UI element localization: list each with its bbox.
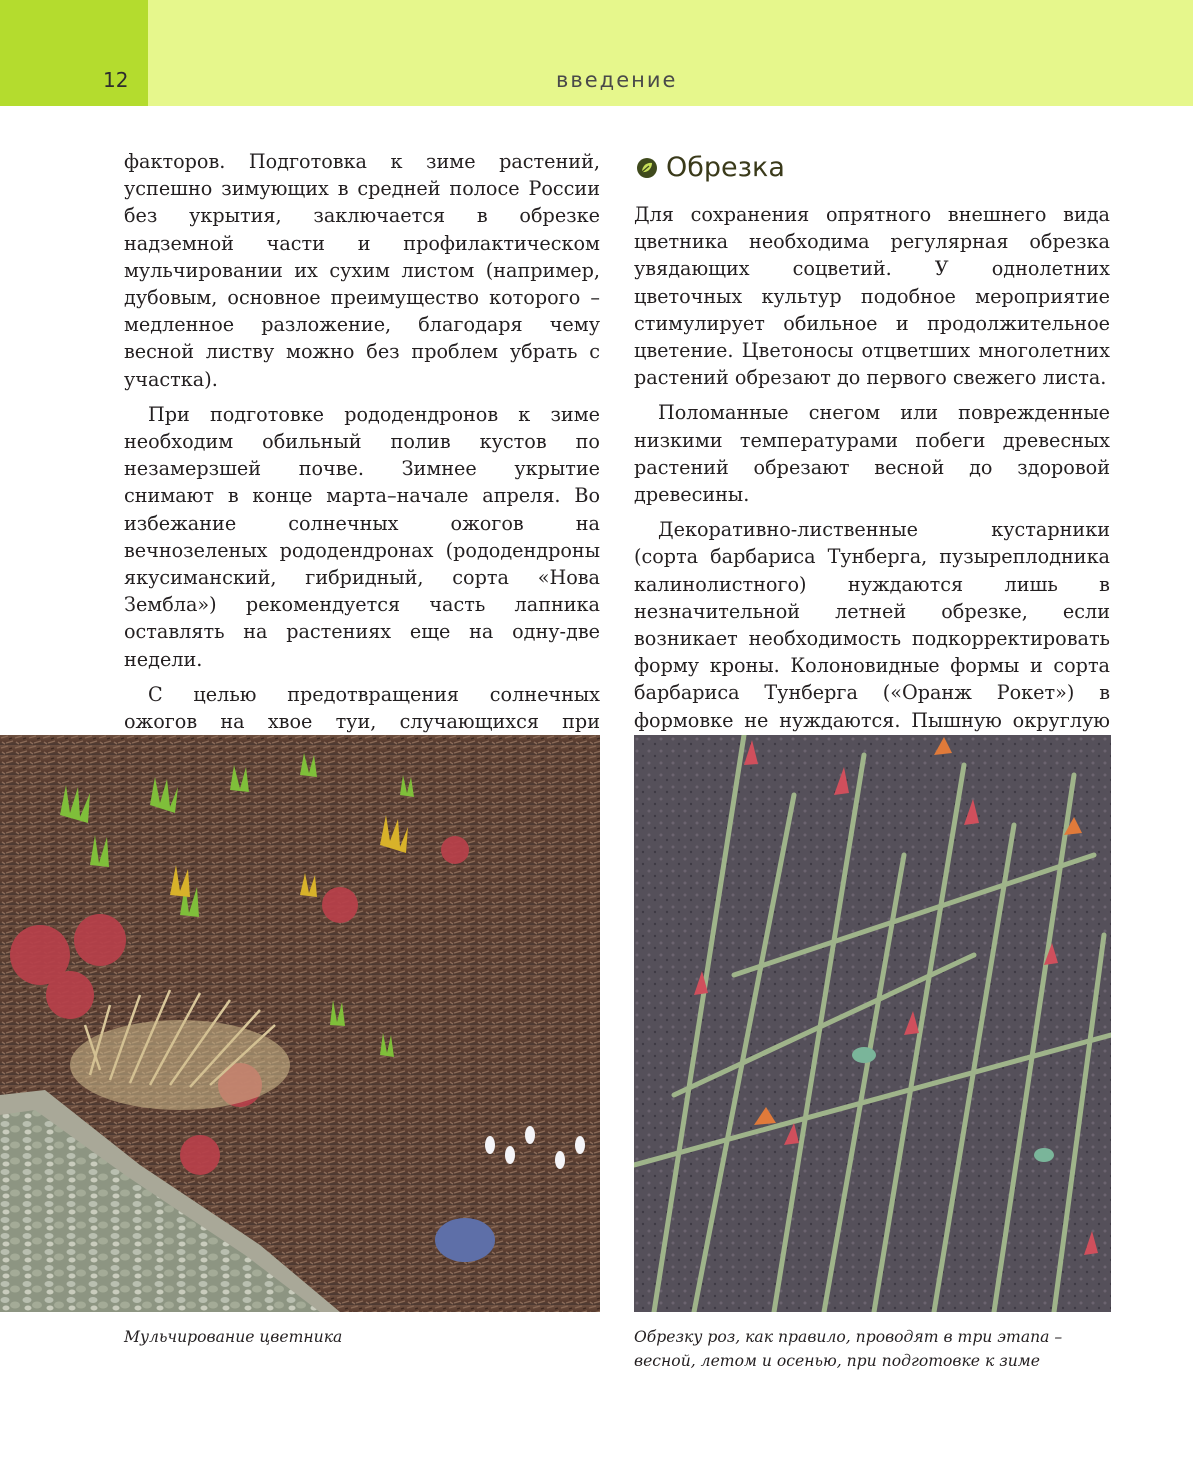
- paragraph: Поломанные снегом или поврежденные низкими температурами побеги древесных растений обрезают весной до здоровой древесины.: [634, 401, 1110, 507]
- figure-caption-right: Обрезку роз, как правило, проводят в три этапа – весной, летом и осенью, при подготовке к зиме: [634, 1328, 1063, 1370]
- page-header: [0, 0, 1193, 106]
- paragraph: факторов. Подготовка к зиме растений, успешно зимующих в средней полосе России без укрытия, заключается в обрезке надземной части и профилактическом мульчировании их сухим листом (например, дубовым, основное преимущество которого – медленное разложение, благодаря чему весной листву можно без проблем убрать с участка).: [124, 150, 600, 391]
- page-number: 12: [103, 68, 129, 92]
- paragraph: Декоративно-лиственные кустарники (сорта барбариса Тунберга, пузыреплодника калинолистного) нуждаются лишь в незначительной летней обрезке, если возникает необходимость подкорректировать форму кроны. Колоновидные формы и сорта барбариса Тунберга («Оранж Рокет») в формовке не нуждаются. Пышную округлую: [634, 518, 1110, 732]
- paragraph: С целью предотвращения солнечных ожогов на хвое туи, случающихся при: [124, 682, 600, 734]
- rose-stems-photo: [634, 735, 1111, 1312]
- paragraph: Для сохранения опрятного внешнего вида цветника необходима регулярная обрезка увядающих соцветий. У однолетних цветочных культур подобное мероприятие стимулирует обильное и продолжительное цветение. Цветоносы отцветших многолетних растений обрезают до первого свежего листа.: [634, 203, 1110, 390]
- section-heading: [636, 152, 785, 183]
- left-text-column: [124, 148, 600, 825]
- section-title: Обрезка: [666, 152, 785, 183]
- figure-caption-left: Мульчирование цветника: [124, 1328, 343, 1346]
- page-number-box: [0, 0, 148, 106]
- right-text-column: [634, 201, 1110, 769]
- paragraph: При подготовке рододендронов к зиме необходим обильный полив кустов по незамерзшей почве. Зимнее укрытие снимают в конце марта–начале апреля. Во избежание солнечных ожогов на вечнозеленых рододендронах (рододендроны якусиманский, гибридный, сорта «Нова Зембла») рекомендуется часть лапника оставлять на растениях еще на одну-две недели.: [124, 402, 600, 671]
- chapter-title: введение: [556, 68, 678, 92]
- leaf-icon: [636, 157, 658, 179]
- mulched-flowerbed-photo: [0, 735, 600, 1312]
